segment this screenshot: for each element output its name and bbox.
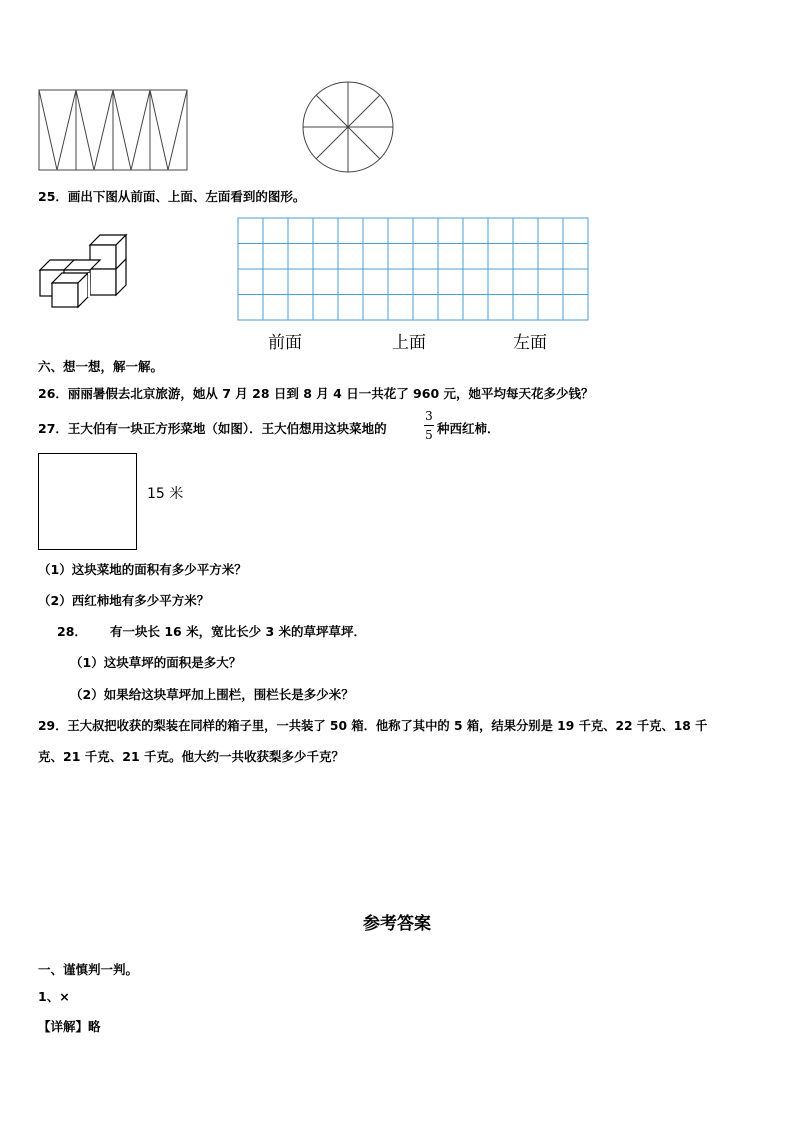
drawing-grid — [0, 0, 794, 330]
question-29-line-1: 29．王大叔把收获的梨装在同样的箱子里，一共装了 50 箱．他称了其中的 5 箱，结果分别是 19 千克、22 千克、18 千 — [38, 719, 708, 733]
left-view-label: 左面 — [513, 333, 547, 353]
question-28-sub-2: （2）如果给这块草坪加上围栏，围栏长是多少米？ — [70, 687, 354, 702]
question-29-line-2: 克、21 千克、21 千克。他大约一共收获梨多少千克？ — [38, 749, 344, 764]
question-27-sub-2: （2）西红柿地有多少平方米？ — [38, 593, 210, 608]
front-view-label: 前面 — [268, 333, 302, 353]
fraction-denominator: 5 — [425, 428, 433, 442]
question-27-sub-1: （1）这块菜地的面积有多少平方米？ — [38, 562, 247, 577]
fraction-bar — [424, 425, 434, 426]
square-plot-figure — [38, 453, 137, 550]
top-view-label: 上面 — [392, 333, 426, 353]
question-28-text: 有一块长 16 米，宽比长少 3 米的草坪草坪． — [110, 624, 367, 639]
answer-item-1: 1、× — [38, 989, 70, 1004]
question-26: 26．丽丽暑假去北京旅游，她从 7 月 28 日到 8 月 4 日一共花了 960 元，她平均每天花多少钱？ — [38, 386, 594, 401]
question-27-text-after: 种西红柿． — [437, 421, 500, 436]
fraction-numerator: 3 — [425, 409, 433, 423]
answer-detail: 【详解】略 — [38, 1019, 101, 1034]
answers-title: 参考答案 — [363, 914, 431, 934]
side-length-label: 15 米 — [147, 486, 184, 502]
answers-section-1: 一、谨慎判一判。 — [38, 962, 139, 977]
question-25: 25．画出下图从前面、上面、左面看到的图形。 — [38, 189, 306, 204]
question-28-sub-1: （1）这块草坪的面积是多大？ — [70, 655, 242, 670]
question-27-text: 27．王大伯有一块正方形菜地（如图）．王大伯想用这块菜地的 — [38, 421, 387, 436]
section-6-title: 六、想一想，解一解。 — [38, 359, 164, 374]
question-28-number: 28． — [57, 624, 87, 639]
